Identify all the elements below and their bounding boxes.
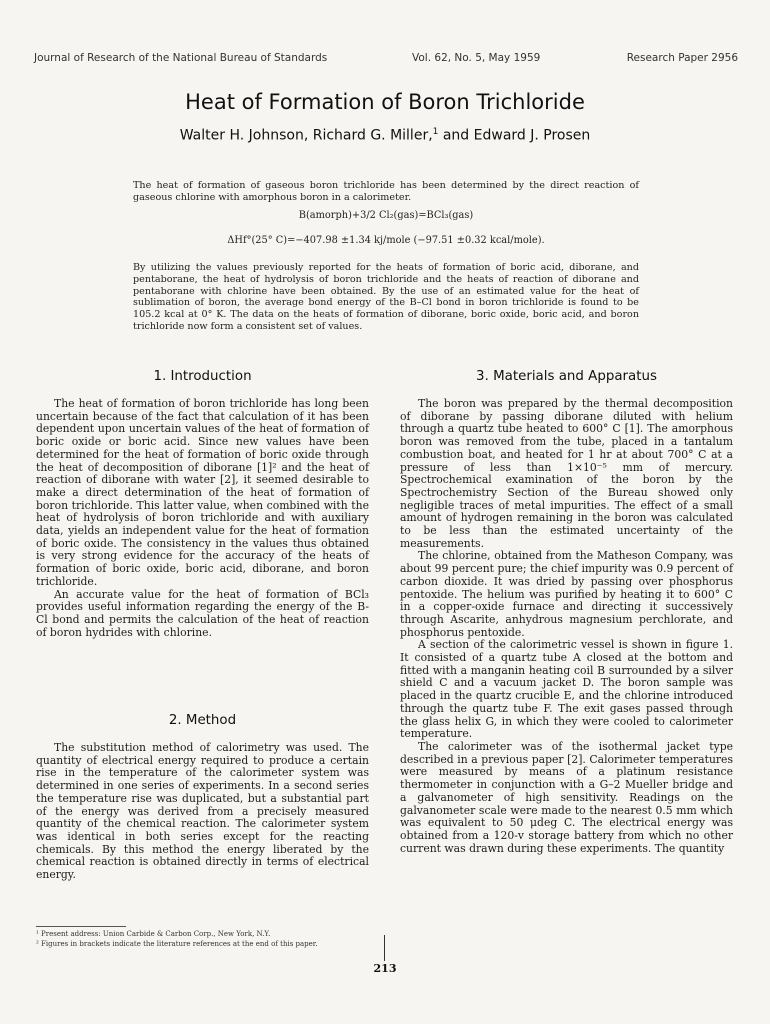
materials-paragraph-4: The calorimeter was of the isothermal jacket type described in a previous paper [2]. Calorimeter temperatures were measured by means of a platinum resistance thermometer in conjunction with a G–2 Mueller bridge and a galvanometer of high sensitivity. Readings on the galvanometer scale were made to the nearest 0.5 mm which was equivalent to 50 μdeg C. The electrical energy was obtained from a 120-v storage battery from which no other current was drawn during these experiments. The quantity [400,739,733,855]
introduction-heading: 1. Introduction [153,369,252,384]
reaction-equation: B(amorph)+3/2 Cl₂(gas)=BCl₃(gas) [298,210,474,221]
paper-number: Research Paper 2956 [626,52,738,64]
footnotes [36,930,376,949]
authors-part-1: Walter H. Johnson, Richard G. Miller, [179,127,433,144]
author-line [0,127,770,144]
authors-part-2: and Edward J. Prosen [438,127,591,144]
footnote-marker: 1 [432,127,439,137]
abstract-paragraph-1: The heat of formation of gaseous boron trichloride has been determined by the direct reaction of gaseous chlorine with amorphous boron in a calorimeter. [133,180,639,203]
footnote-1: ¹ Present address: Union Carbide & Carbon Corp., New York, N.Y. [36,930,271,938]
page-number: 213 [373,962,397,975]
materials-paragraph-2: The chlorine, obtained from the Matheson Company, was about 99 percent pure; the chief impurity was 0.9 percent of carbon dioxide. It was dried by passing over phosphorus pentoxide. The helium was purified by heating it to 600° C in a copper-oxide furnace and directing it successively through Ascarite, anhydrous magnesium perchlorate, and phosphorus pentoxide. [400,549,733,639]
introduction-body [36,398,369,639]
introduction-paragraph-1: The heat of formation of boron trichloride has long been uncertain because of the fact that calculation of it has been dependent upon uncertain values of the heat of formation of boric oxide or boric acid. Since new values have been determined for the heat of formation of boric oxide through the heat of decomposition of diborane [1]² and the heat of reaction of diborane with water [2], it seemed desirable to make a direct determination of the heat of formation of boron trichloride. This latter value, when combined with the heat of hydrolysis of boron trichloride and with auxiliary data, yields an independent value for the heat of formation of boric oxide. The consistency in the values thus obtained is very strong evidence for the accuracy of the heats of formation of boric oxide, boric acid, diborane, and boron trichloride. [36,397,369,588]
materials-body [400,398,733,855]
enthalpy-equation: ΔHf°(25° C)=−407.98 ±1.34 kj/mole (−97.51 ±0.32 kcal/mole). [227,235,545,246]
method-paragraph-1: The substitution method of calorimetry was used. The quantity of electrical energy required to produce a certain rise in the temperature of the calorimeter system was determined in one series of experiments. In a second series the temperature rise was duplicated, but a substantial part of the energy was derived from a precisely measured quantity of the chemical reaction. The calorimeter system was identical in both series except for the reacting chemicals. By this method the energy liberated by the chemical reaction is obtained directly in terms of electrical energy. [36,741,369,882]
introduction-paragraph-2: An accurate value for the heat of formation of BCl₃ provides useful information regarding the energy of the B-Cl bond and permits the calculation of the heat of reaction of boron hydrides with chlorine. [36,587,369,639]
materials-heading: 3. Materials and Apparatus [476,369,657,384]
article-title: Heat of Formation of Boron Trichloride [185,90,585,114]
running-head [34,52,738,66]
footnote-rule [36,926,126,927]
method-heading: 2. Method [168,713,237,728]
materials-paragraph-3: A section of the calorimetric vessel is shown in figure 1. It consisted of a quartz tube A closed at the bottom and fitted with a manganin heating coil B surrounded by a silver shield C and a vacuum jacket D. The boron sample was placed in the quartz crucible E, and the chlorine introduced through the quartz tube F. The exit gases passed through the glass helix G, in which they were cooled to calorimeter temperature. [400,638,733,741]
footnote-2: ² Figures in brackets indicate the literature references at the end of this paper. [36,939,318,948]
abstract-paragraph-2: By utilizing the values previously reported for the heats of formation of boric acid, diborane, and pentaborane, the heat of hydrolysis of boron trichloride and the heats of reaction of diborane and pentaborane with chlorine have been obtained. By the use of an estimated value for the heat of sublimation of boron, the average bond energy of the B–Cl bond in boron trichloride is found to be 105.2 kcal at 0° K. The data on the heats of formation of diborane, boric oxide, boric acid, and boron trichloride now form a consistent set of values. [133,262,639,332]
column-divider [384,935,385,961]
volume-info: Vol. 62, No. 5, May 1959 [412,52,541,64]
materials-paragraph-1: The boron was prepared by the thermal decomposition of diborane by passing diborane diluted with helium through a quartz tube heated to 600° C [1]. The amorphous boron was removed from the tube, placed in a tantalum combustion boat, and heated for 1 hr at about 700° C at a pressure of less than 1×10⁻⁵ mm of mercury. Spectrochemical examination of the boron by the Spectrochemistry Section of the Bureau showed only negligible traces of metal impurities. The effect of a small amount of hydrogen remaining in the boron was calculated to be less than the estimated uncertainty of the measurements. [400,397,733,550]
method-body [36,742,369,882]
journal-name: Journal of Research of the National Bureau of Standards [34,52,328,64]
